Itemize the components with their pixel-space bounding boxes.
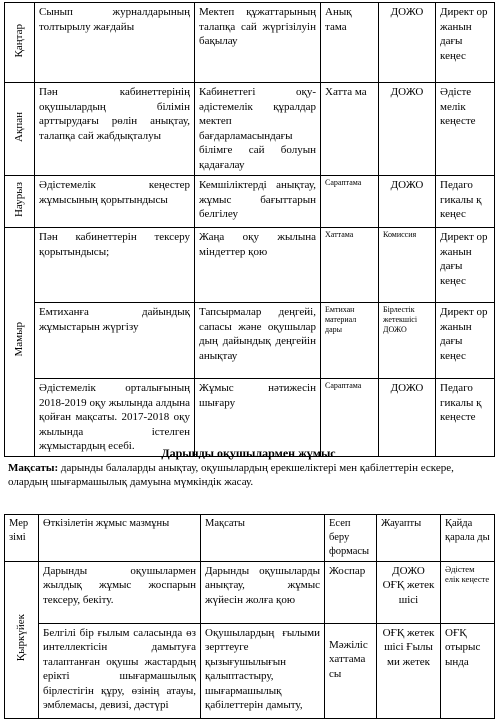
content-cell: Емтиханға дайындық жұмыстарын жүргізу [35, 303, 195, 379]
table-row [5, 83, 495, 176]
responsible-cell: ДОЖО [379, 379, 436, 457]
where-cell: Педаго гикалы қ кеңесте [436, 379, 495, 457]
goal-cell: Тапсырмалар деңгейі, сапасы және оқушылар дың дайындық деңгейін анықтау [195, 303, 321, 379]
form-cell: Анық тама [321, 3, 379, 83]
header-cell: Өткізілетін жұмыс мазмұны [39, 515, 201, 562]
goal-cell: Жұмыс нәтижесін шығару [195, 379, 321, 457]
content-cell: Пән кабинеттерін тексеру қорытындысы; [35, 228, 195, 303]
form-cell: Хатта ма [321, 83, 379, 176]
content-cell: Сынып журналдарының толтырылу жағдайы [35, 3, 195, 83]
responsible-cell: Комиссия [379, 228, 436, 303]
goal-text: дарынды балаларды анықтау, оқушылардың ерекшеліктері мен қабілеттерін ескере, олардың шығармашылық дамуына мүмкіндік жасау. [8, 462, 454, 489]
goal-cell: Оқушылардың ғылыми зерттеуге қызығушылығын қалыптастыру, шығармашылық қабілеттерін дамыту, [201, 623, 325, 718]
month-cell: Қыркүйек [5, 561, 39, 718]
content-cell: Белгілі бір ғылым саласында өз интеллектісін дамытуға талаптанған оқушы жастардың ерікті шығармашылық бірлестігін құру, өзінің атауы, эмблемасы, девизі, дәстүрі [39, 623, 201, 718]
responsible-cell: ДОЖО [379, 176, 436, 228]
month-cell: Ақпан [5, 83, 35, 176]
where-cell: Әдісте мелік кеңесте [436, 83, 495, 176]
responsible-cell: ДОЖО ОҒҚ жетек шісі [377, 561, 441, 623]
goal-cell: Мектеп құжаттарының талапқа сай жүргізілуін бақылау [195, 3, 321, 83]
header-row [5, 515, 495, 562]
responsible-cell: ДОЖО [379, 83, 436, 176]
form-cell: Мәжіліс хаттама сы [325, 623, 377, 718]
goal-label: Мақсаты: [8, 462, 59, 474]
month-cell: Мамыр [5, 228, 35, 457]
header-cell: Жауапты [377, 515, 441, 562]
where-cell: ОҒҚ отырыс ында [441, 623, 495, 718]
header-cell: Есеп беру формасы [325, 515, 377, 562]
goal-cell: Кабинеттегі оқу-әдістемелік құралдар мектеп бағдарламасындағы білімге сай болуын қадағалау [195, 83, 321, 176]
month-cell: Қаңтар [5, 3, 35, 83]
content-cell: Пән кабинеттерінің оқушылардың білімін арттырудағы рөлін анықтау, талапқа сай жабдықталуы [35, 83, 195, 176]
form-cell: Хаттама [321, 228, 379, 303]
form-cell: Жоспар [325, 561, 377, 623]
section-goal [8, 461, 492, 490]
goal-cell: Дарынды оқушыларды анықтау, жұмыс жүйесін жолға қою [201, 561, 325, 623]
plan-table-2 [4, 514, 495, 719]
header-cell: Мақсаты [201, 515, 325, 562]
where-cell: Директ ор жанын дағы кеңес [436, 228, 495, 303]
section-title: Дарынды оқушылармен жұмыс [161, 446, 336, 460]
header-cell: Мер зімі [5, 515, 39, 562]
form-cell: Емтихан материал дары [321, 303, 379, 379]
form-cell: Сараптама [321, 379, 379, 457]
form-cell: Сараптама [321, 176, 379, 228]
where-cell: Директ ор жанын дағы кеңес [436, 303, 495, 379]
responsible-cell: Бірлестік жетекшісі ДОЖО [379, 303, 436, 379]
table-row [5, 561, 495, 623]
goal-cell: Жаңа оқу жылына міндеттер қою [195, 228, 321, 303]
content-cell: Әдістемелік орталығының 2018-2019 оқу жылында алдына қойған мақсаты. 2017-2018 оқу жылында істелген жұмыстардың есебі. [35, 379, 195, 457]
where-cell: Әдістем елік кеңесте [441, 561, 495, 623]
content-cell: Әдістемелік кеңестер жұмысының қорытындысы [35, 176, 195, 228]
plan-table-1 [4, 2, 495, 457]
responsible-cell: ОҒҚ жетек шісі Ғылы ми жетек [377, 623, 441, 718]
where-cell: Педаго гикалы қ кеңес [436, 176, 495, 228]
table-row [5, 303, 495, 379]
responsible-cell: ДОЖО [379, 3, 436, 83]
table-row [5, 176, 495, 228]
content-cell: Дарынды оқушылармен жылдық жұмыс жоспарын тексеру, бекіту. [39, 561, 201, 623]
table-row [5, 228, 495, 303]
table-row [5, 623, 495, 718]
month-cell: Наурыз [5, 176, 35, 228]
header-cell: Қайда қарала ды [441, 515, 495, 562]
goal-cell: Кемшіліктерді анықтау, жұмыс бағыттарын белгілеу [195, 176, 321, 228]
where-cell: Директ ор жанын дағы кеңес [436, 3, 495, 83]
table-row [5, 379, 495, 457]
table-row [5, 3, 495, 83]
